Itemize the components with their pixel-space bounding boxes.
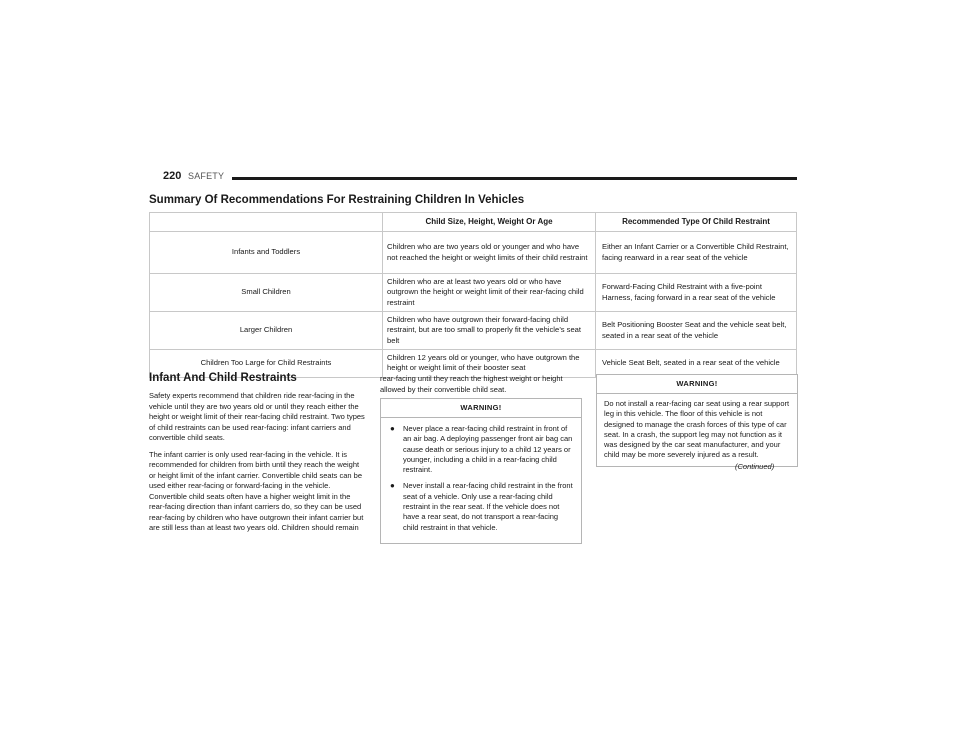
body-paragraph: The infant carrier is only used rear-facing in the vehicle. It is recommended for children from birth until they reach the weight or height limit of the infant carrier. Convertible child seats can be used either rear-facing or forward-facing in the vehicle. Convertible child seats often have a higher weight limit in the rear-facing direction than infant carriers do, so they can be used rear-facing by children who have outgrown their infant carrier but are still less than at least two years old. Children should remain: [149, 449, 364, 532]
recommendations-table: [149, 212, 797, 378]
row-restraint: Belt Positioning Booster Seat and the vehicle seat belt, seated in a rear seat of the vehicle: [596, 312, 797, 350]
row-description: Children who are at least two years old or who have outgrown the height or weight limit of their rear-facing child restraint: [383, 274, 596, 312]
warning-text: Do not install a rear-facing car seat using a rear support leg in this vehicle. The floor of this vehicle is not designed to manage the crash forces of this type of car seat. In a crash, the support leg may not function as it was designed by the car seat manufacturer, and your child may be more severely injured as a result.: [604, 399, 790, 460]
row-description: Children who are two years old or younger and who have not reached the height or weight limits of their child restraint: [383, 232, 596, 274]
column-header-size: Child Size, Height, Weight Or Age: [383, 213, 596, 232]
body-column-left: [149, 391, 365, 540]
warning-box-airbag: [380, 398, 582, 544]
body-column-middle: [380, 374, 580, 401]
page-header: [163, 170, 797, 184]
row-description: Children 12 years old or younger, who have outgrown the height or weight limit of their booster seat: [383, 350, 596, 378]
warning-item-text: Never install a rear-facing child restraint in the front seat of a vehicle. Only use a rear-facing child restraint in the rear seat. If the vehicle does not have a rear seat, do not transport a rear-facing child restraint in that vehicle.: [403, 481, 573, 532]
row-restraint: Either an Infant Carrier or a Convertible Child Restraint, facing rearward in a rear seat of the vehicle: [596, 232, 797, 274]
warning-title: WARNING!: [597, 375, 797, 394]
bullet-icon: ●: [390, 424, 395, 433]
table-row: [150, 312, 797, 350]
bullet-icon: ●: [390, 481, 395, 491]
row-category: Larger Children: [150, 312, 383, 350]
section-heading: Infant And Child Restraints: [149, 372, 297, 384]
warning-item-text: Never place a rear-facing child restraint in front of an air bag. A deploying passenger front air bag can cause death or serious injury to a child 12 years or younger, including a child in a rear-facing child restraint.: [403, 424, 573, 475]
row-description: Children who have outgrown their forward-facing child restraint, but are too small to properly fit the vehicle’s seat belt: [383, 312, 596, 350]
continued-label: (Continued): [735, 462, 775, 471]
section-label: SAFETY: [188, 171, 225, 181]
row-restraint: Forward-Facing Child Restraint with a five-point Harness, facing forward in a rear seat of the vehicle: [596, 274, 797, 312]
warning-list: [381, 418, 581, 543]
page-number: 220: [163, 170, 182, 182]
table-row: [150, 232, 797, 274]
table-header-row: [150, 213, 797, 232]
table-title: Summary Of Recommendations For Restraining Children In Vehicles: [149, 194, 525, 206]
row-category: Children Too Large for Child Restraints: [150, 350, 383, 378]
body-paragraph-continued: rear-facing until they reach the highest weight or height allowed by their convertible child seat.: [380, 374, 563, 394]
row-category: Infants and Toddlers: [150, 232, 383, 274]
warning-box-support-leg: [596, 374, 798, 467]
header-rule: [232, 177, 797, 180]
table-row: [150, 274, 797, 312]
warning-title: WARNING!: [381, 399, 581, 418]
column-header-restraint: Recommended Type Of Child Restraint: [596, 213, 797, 232]
body-paragraph: Safety experts recommend that children ride rear-facing in the vehicle until they are two years old or until they reach either the height or weight limit of their rear-facing child restraint. Two types of child restraints can be used rear-facing: infant carriers and convertible child seats.: [149, 391, 365, 442]
warning-item: [389, 481, 573, 532]
column-header-category: [150, 213, 383, 232]
warning-item: [389, 424, 573, 475]
row-restraint: Vehicle Seat Belt, seated in a rear seat of the vehicle: [596, 350, 797, 378]
row-category: Small Children: [150, 274, 383, 312]
